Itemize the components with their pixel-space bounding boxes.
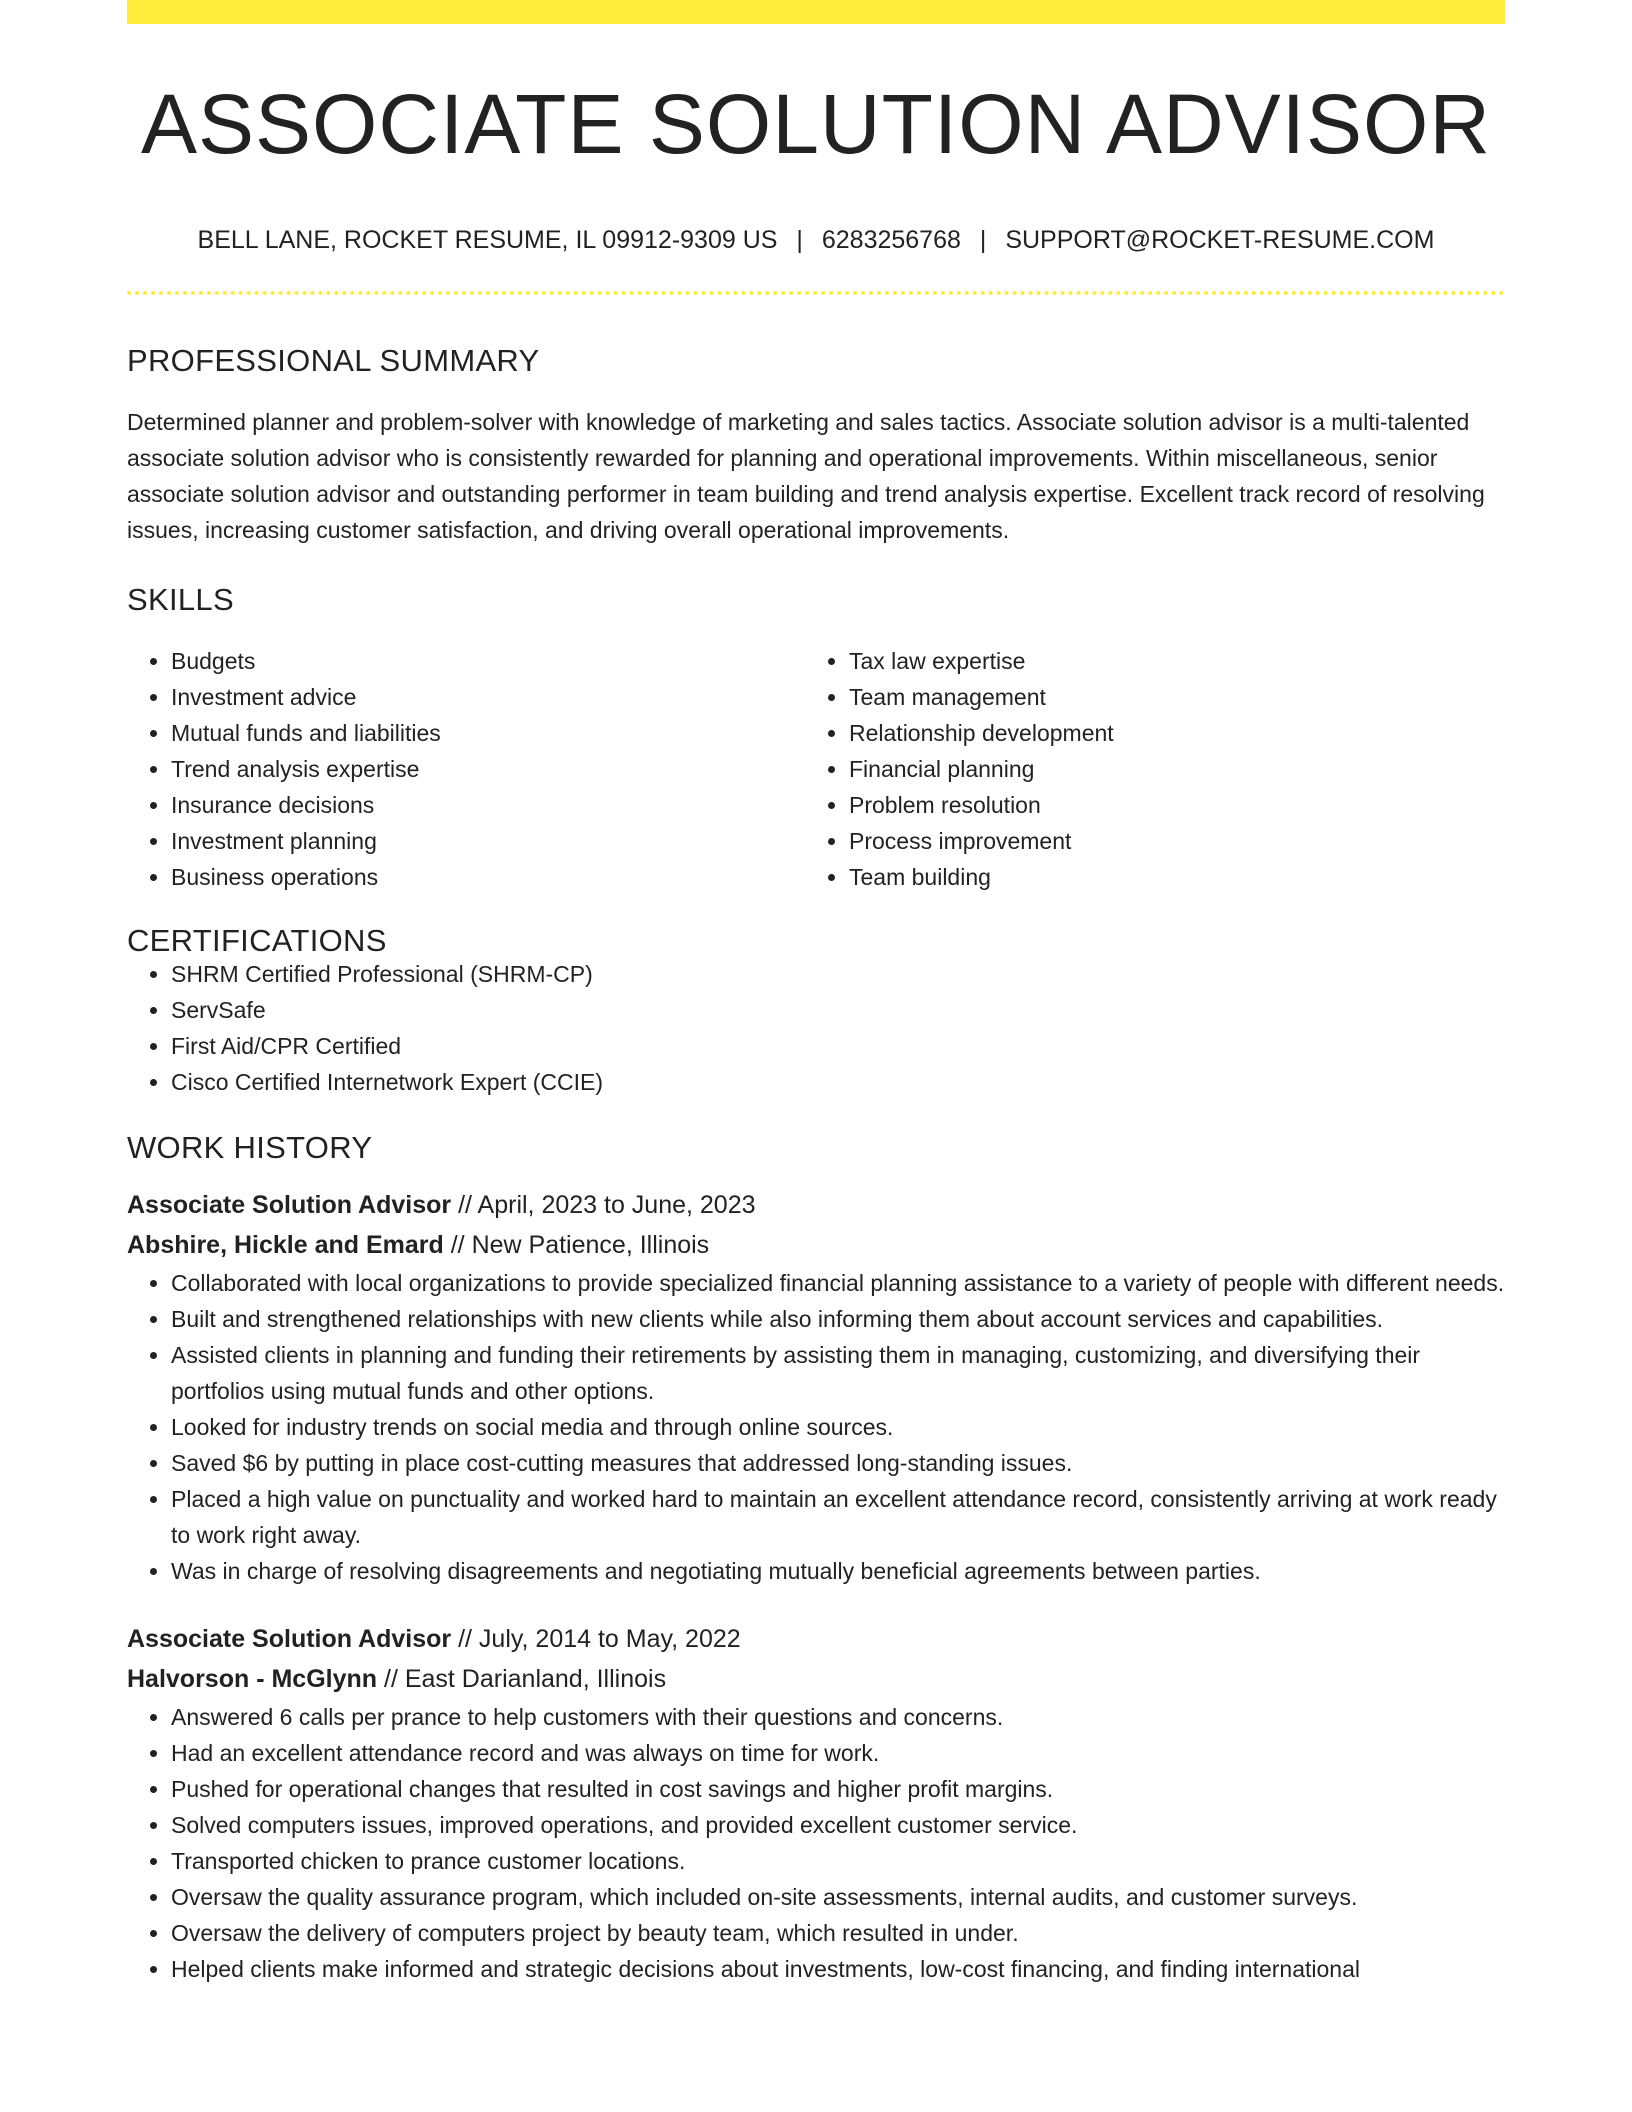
job-bullet: • Helped clients make informed and strategic decisions about investments, low-cost financing, and finding international bbox=[171, 1951, 1505, 1987]
certification-item: • Cisco Certified Internetwork Expert (CCIE) bbox=[171, 1064, 1505, 1100]
job-role: Associate Solution Advisor bbox=[127, 1625, 452, 1653]
job-bullet: • Was in charge of resolving disagreements and negotiating mutually beneficial agreements between parties. bbox=[171, 1553, 1505, 1589]
resume-page bbox=[127, 0, 1505, 1987]
contact-phone: 6283256768 bbox=[821, 226, 961, 254]
job-bullets bbox=[127, 1699, 1505, 1987]
job-company-line bbox=[127, 1659, 1505, 1699]
certification-item: • ServSafe bbox=[171, 992, 1505, 1028]
section-title-certifications: CERTIFICATIONS bbox=[127, 923, 387, 958]
certification-item: • First Aid/CPR Certified bbox=[171, 1028, 1505, 1064]
job-bullet: • Placed a high value on punctuality and worked hard to maintain an excellent attendance record, consistently arriving at work ready to work right away. bbox=[171, 1481, 1505, 1553]
skills-grid bbox=[127, 643, 1505, 895]
summary-text: Determined planner and problem-solver with knowledge of marketing and sales tactics. Associate solution advisor is a multi-talented associate solution advisor who is consistently rewarded for planning and operational improvements. Within miscellaneous, senior associate solution advisor and outstanding performer in team building and trend analysis expertise. Excellent track record of resolving issues, increasing customer satisfaction, and driving overall operational improvements. bbox=[127, 409, 1485, 543]
skills-list-left bbox=[127, 643, 805, 895]
skill-item: • Insurance decisions bbox=[171, 787, 805, 823]
certification-item: • SHRM Certified Professional (SHRM-CP) bbox=[171, 956, 1505, 992]
contact-email: SUPPORT@ROCKET-RESUME.COM bbox=[1005, 226, 1435, 254]
job-bullet: • Oversaw the quality assurance program, which included on-site assessments, internal audits, and customer surveys. bbox=[171, 1879, 1505, 1915]
accent-top-bar bbox=[127, 0, 1505, 24]
skill-item: • Mutual funds and liabilities bbox=[171, 715, 805, 751]
contact-separator: | bbox=[796, 226, 803, 254]
job-entry bbox=[127, 1185, 1505, 1589]
job-bullet: • Solved computers issues, improved operations, and provided excellent customer service. bbox=[171, 1807, 1505, 1843]
job-entry bbox=[127, 1619, 1505, 1987]
skill-item: • Investment planning bbox=[171, 823, 805, 859]
skills-column-right bbox=[805, 643, 1483, 895]
job-location: // East Darianland, Illinois bbox=[377, 1665, 667, 1693]
section-title-skills: SKILLS bbox=[127, 582, 234, 617]
skill-item: • Budgets bbox=[171, 643, 805, 679]
skill-item: • Process improvement bbox=[849, 823, 1483, 859]
skill-item: • Investment advice bbox=[171, 679, 805, 715]
skill-item: • Business operations bbox=[171, 859, 805, 895]
job-bullet: • Answered 6 calls per prance to help customers with their questions and concerns. bbox=[171, 1699, 1505, 1735]
job-bullet: • Collaborated with local organizations to provide specialized financial planning assistance to a variety of people with different needs. bbox=[171, 1265, 1505, 1301]
skills-list-right bbox=[805, 643, 1483, 895]
job-bullet: • Saved $6 by putting in place cost-cutting measures that addressed long-standing issues. bbox=[171, 1445, 1505, 1481]
skill-item: • Tax law expertise bbox=[849, 643, 1483, 679]
section-title-summary: PROFESSIONAL SUMMARY bbox=[127, 343, 540, 378]
job-bullet: • Oversaw the delivery of computers project by beauty team, which resulted in under. bbox=[171, 1915, 1505, 1951]
job-role: Associate Solution Advisor bbox=[127, 1191, 452, 1219]
job-dates: // April, 2023 to June, 2023 bbox=[451, 1191, 756, 1219]
skill-item: • Problem resolution bbox=[849, 787, 1483, 823]
skill-item: • Financial planning bbox=[849, 751, 1483, 787]
job-bullet: • Built and strengthened relationships with new clients while also informing them about account services and capabilities. bbox=[171, 1301, 1505, 1337]
job-company: Abshire, Hickle and Emard bbox=[127, 1231, 444, 1259]
skill-item: • Team building bbox=[849, 859, 1483, 895]
skill-item: • Relationship development bbox=[849, 715, 1483, 751]
skill-item: • Trend analysis expertise bbox=[171, 751, 805, 787]
job-role-line bbox=[127, 1619, 1505, 1659]
job-bullets bbox=[127, 1265, 1505, 1589]
certifications-list bbox=[127, 956, 1505, 1100]
skill-item: • Team management bbox=[849, 679, 1483, 715]
resume-name: ASSOCIATE SOLUTION ADVISOR bbox=[140, 77, 1492, 171]
dotted-divider bbox=[127, 291, 1505, 295]
contact-address: BELL LANE, ROCKET RESUME, IL 09912-9309 US bbox=[197, 226, 778, 254]
job-bullet: • Looked for industry trends on social media and through online sources. bbox=[171, 1409, 1505, 1445]
job-bullet: • Had an excellent attendance record and was always on time for work. bbox=[171, 1735, 1505, 1771]
contact-line bbox=[127, 228, 1505, 253]
job-bullet: • Pushed for operational changes that resulted in cost savings and higher profit margins. bbox=[171, 1771, 1505, 1807]
job-bullet: • Transported chicken to prance customer locations. bbox=[171, 1843, 1505, 1879]
job-company-line bbox=[127, 1225, 1505, 1265]
job-location: // New Patience, Illinois bbox=[443, 1231, 710, 1259]
job-bullet: • Assisted clients in planning and funding their retirements by assisting them in managing, customizing, and diversifying their portfolios using mutual funds and other options. bbox=[171, 1337, 1505, 1409]
job-company: Halvorson - McGlynn bbox=[127, 1665, 378, 1693]
contact-separator: | bbox=[979, 226, 987, 254]
job-role-line bbox=[127, 1185, 1505, 1225]
job-dates: // July, 2014 to May, 2022 bbox=[451, 1625, 741, 1653]
section-title-work-history: WORK HISTORY bbox=[127, 1130, 373, 1165]
skills-column-left bbox=[127, 643, 805, 895]
